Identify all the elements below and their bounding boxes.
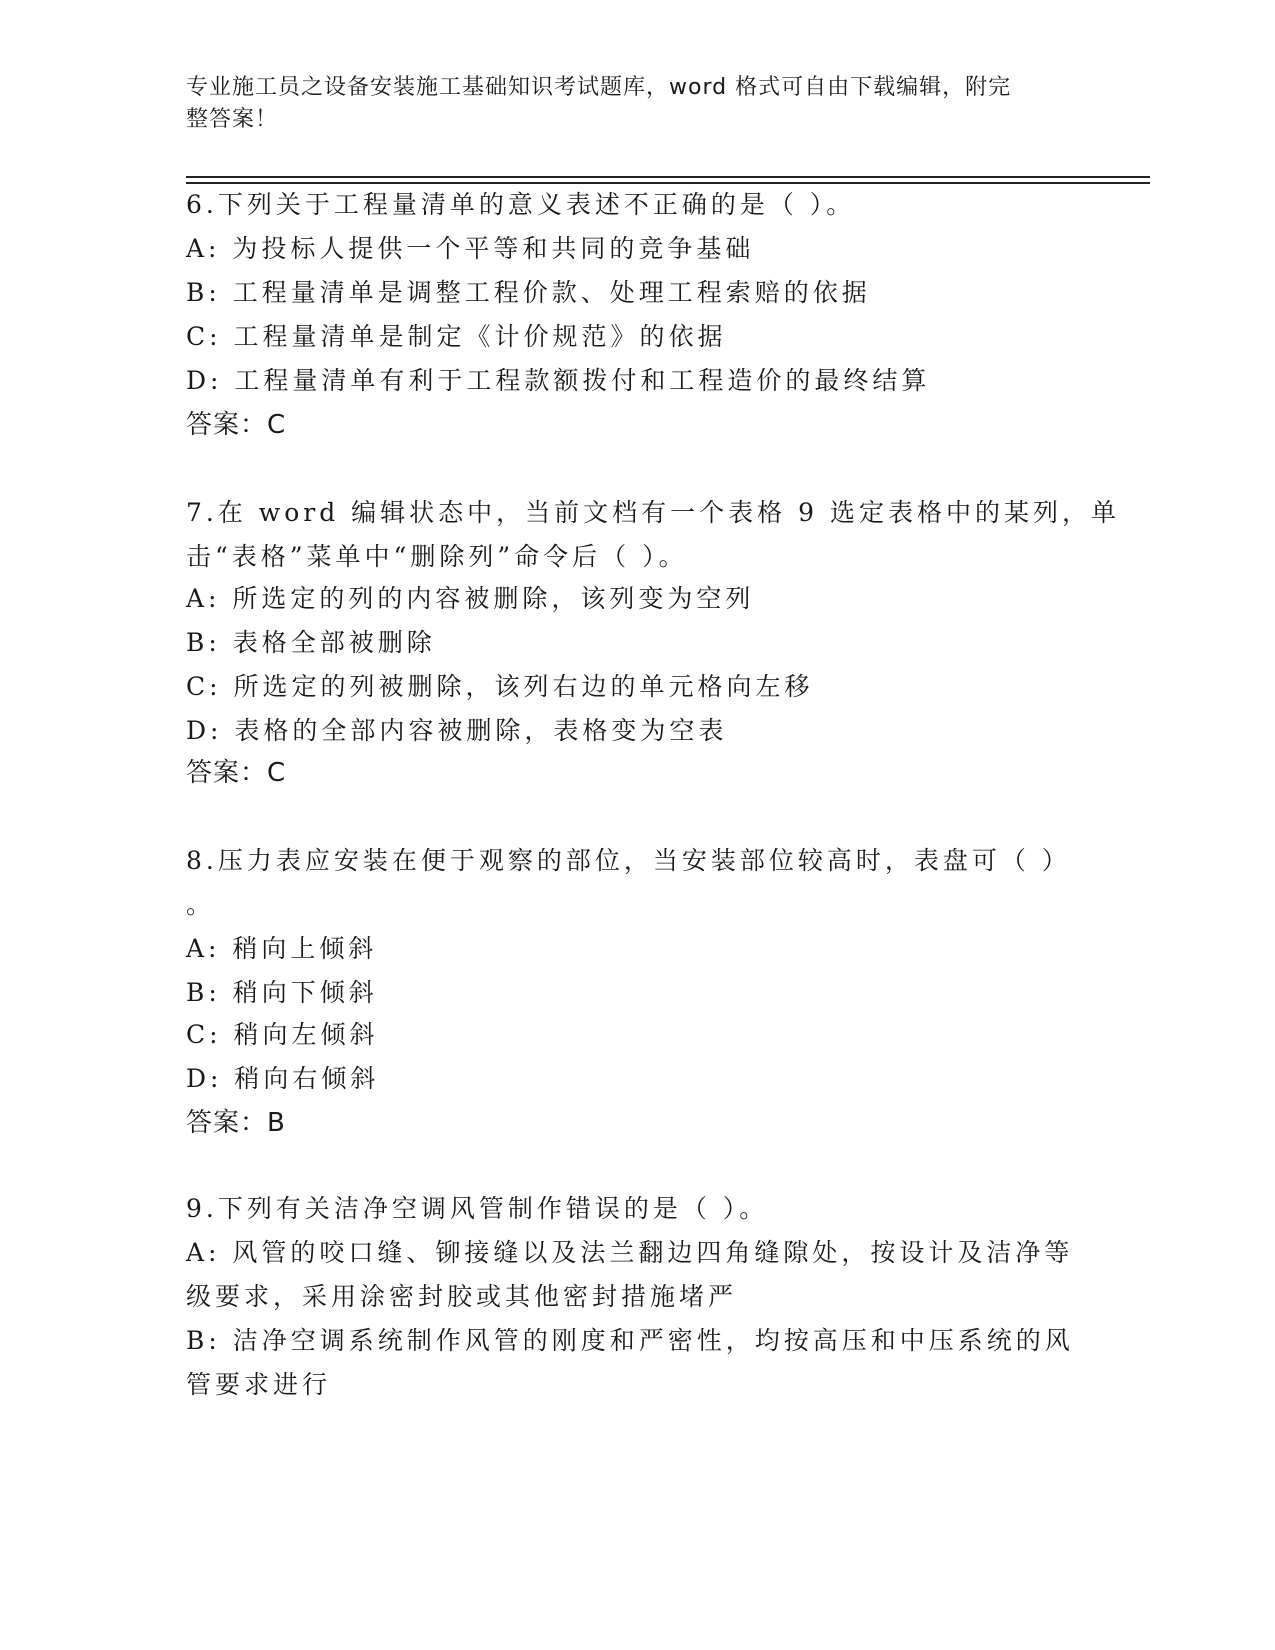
question-6-answer: 答案：C	[186, 410, 287, 440]
question-7-option-b: B: 表格全部被删除	[186, 628, 436, 657]
question-8-option-b: B: 稍向下倾斜	[186, 978, 378, 1007]
question-9-option-a: A: 风管的咬口缝、铆接缝以及法兰翻边四角缝隙处，按设计及洁净等	[186, 1238, 1074, 1267]
header-line-2: 整答案！	[186, 107, 279, 132]
question-9-stem: 9.下列有关洁净空调风管制作错误的是（ ）。	[186, 1194, 769, 1223]
question-6-option-b: B: 工程量清单是调整工程价款、处理工程索赔的依据	[186, 278, 871, 307]
question-9-option-a-cont: 级要求，采用涂密封胶或其他密封措施堵严	[186, 1282, 738, 1311]
question-7-stem-cont: 击“表格”菜单中“删除列”命令后（ ）。	[186, 542, 688, 571]
question-6-option-d: D: 工程量清单有利于工程款额拨付和工程造价的最终结算	[186, 366, 931, 395]
question-9-option-b-cont: 管要求进行	[186, 1370, 332, 1399]
question-7-option-d: D: 表格的全部内容被删除，表格变为空表	[186, 716, 728, 745]
header-line-1: 专业施工员之设备安装施工基础知识考试题库，word 格式可自由下载编辑，附完	[186, 75, 1012, 100]
question-8-stem: 8.压力表应安装在便于观察的部位，当安装部位较高时，表盘可（ ）	[186, 846, 1071, 875]
question-7-option-a: A: 所选定的列的内容被删除，该列变为空列	[186, 584, 755, 613]
question-8-answer: 答案：B	[186, 1108, 286, 1138]
document-header	[186, 72, 1066, 136]
question-9-option-b: B: 洁净空调系统制作风管的刚度和严密性，均按高压和中压系统的风	[186, 1326, 1074, 1355]
header-rule-top	[186, 176, 1150, 178]
question-7-answer: 答案：C	[186, 758, 287, 788]
question-6-option-c: C: 工程量清单是制定《计价规范》的依据	[186, 322, 727, 351]
question-8-option-a: A: 稍向上倾斜	[186, 934, 378, 963]
question-8-option-c: C: 稍向左倾斜	[186, 1020, 379, 1049]
question-8-option-d: D: 稍向右倾斜	[186, 1064, 380, 1093]
question-6-option-a: A: 为投标人提供一个平等和共同的竞争基础	[186, 234, 755, 263]
question-6-stem: 6.下列关于工程量清单的意义表述不正确的是（ ）。	[186, 190, 856, 219]
question-7-option-c: C: 所选定的列被删除，该列右边的单元格向左移	[186, 672, 814, 701]
header-rule-bottom	[186, 182, 1150, 184]
question-8-stem-cont: 。	[186, 890, 216, 919]
question-7-stem: 7.在 word 编辑状态中，当前文档有一个表格 9 选定表格中的某列，单	[186, 498, 1120, 527]
